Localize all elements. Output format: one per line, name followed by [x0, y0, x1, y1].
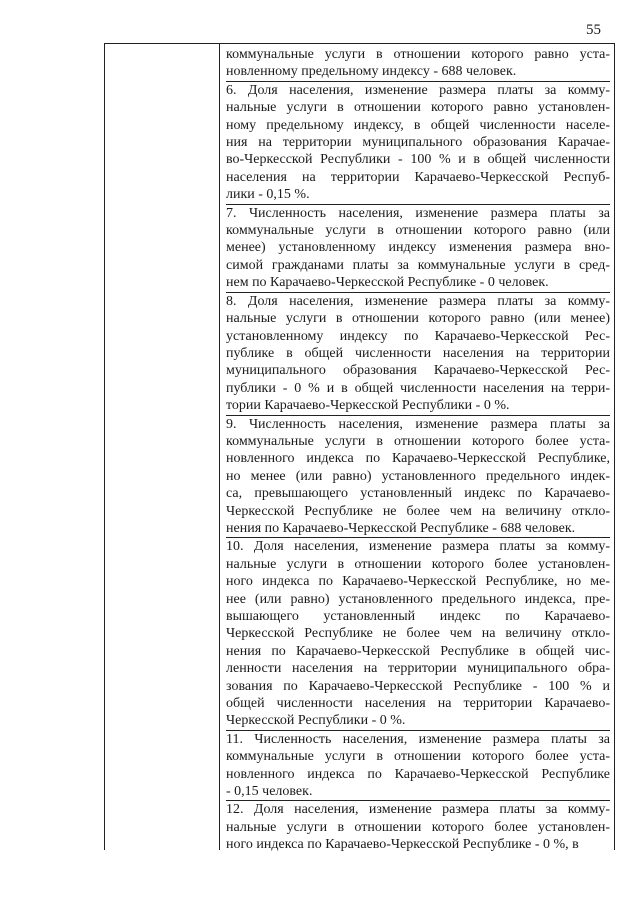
text-line: новленного индекса по Карачаево-Черкесской Республике: [226, 766, 610, 782]
text-line: менее) установленному индексу изменения размера вно-: [226, 240, 610, 256]
text-line: тории Карачаево-Черкесской Республики - 0 %.: [226, 398, 510, 414]
text-line: 11. Численность населения, изменение размера платы за: [226, 731, 610, 747]
paragraph-5: [226, 538, 610, 730]
text-line: установленному индексу по Карачаево-Черкесской Рес-: [226, 328, 610, 344]
text-line: 8. Доля населения, изменение размера платы за комму-: [226, 293, 610, 309]
text-line: 9. Численность населения, изменение размера платы за: [226, 416, 610, 432]
text-line: Черкесской Республики - 0 %.: [226, 713, 406, 729]
text-line: во-Черкесской Республики - 100 % и в общей численности: [226, 152, 610, 168]
text-line: нее (или равно) установленного предельного индекса, пре-: [226, 591, 610, 607]
document-table: [104, 43, 615, 853]
paragraph-1: [226, 82, 610, 205]
text-line: ному предельному индексу, в общей численности населе-: [226, 117, 610, 133]
text-line: общей численности населения на территории Карачаево-: [226, 696, 610, 712]
text-line: коммунальные услуги в отношении которого равно (или: [226, 223, 610, 239]
text-line: нальные услуги в отношении которого равно (или менее): [226, 311, 610, 327]
text-line: муниципального образования Карачаево-Черкесской Рес-: [226, 363, 610, 379]
paragraph-6: [226, 731, 610, 802]
text-line: коммунальные услуги в отношении которого равно уста-: [226, 47, 610, 62]
text-line: лики - 0,15 %.: [226, 187, 310, 203]
text-line: но менее (или равно) установленного предельного индек-: [226, 468, 610, 484]
text-line: нения по Карачаево-Черкесской Республике в общей чис-: [226, 643, 610, 659]
text-line: 12. Доля населения, изменение размера платы за комму-: [226, 802, 610, 818]
text-line: коммунальные услуги в отношении которого более уста-: [226, 749, 610, 765]
paragraph-3: [226, 293, 610, 416]
text-line: - 0,15 человек.: [226, 784, 313, 800]
paragraph-2: [226, 205, 610, 293]
text-line: новленному предельному индексу - 688 человек.: [226, 64, 517, 80]
text-line: 10. Доля населения, изменение размера платы за комму-: [226, 539, 610, 555]
text-line: нальные услуги в отношении которого более установлен-: [226, 819, 610, 835]
page-number: 55: [586, 22, 601, 38]
text-line: 6. Доля населения, изменение размера платы за комму-: [226, 82, 610, 98]
text-line: нальные услуги в отношении которого более установлен-: [226, 556, 610, 572]
text-line: 7. Численность населения, изменение размера платы за: [226, 205, 610, 221]
text-line: населения на территории Карачаево-Черкесской Респуб-: [226, 169, 610, 185]
text-line: нем по Карачаево-Черкесской Республике - 0 человек.: [226, 275, 549, 291]
paragraph-4: [226, 416, 610, 539]
text-cell: [226, 46, 610, 854]
column-divider: [219, 44, 220, 850]
text-line: са, превышающего установленный индекс по Карачаево-: [226, 486, 610, 502]
text-line: публики - 0 % и в общей численности населения на терри-: [226, 380, 610, 396]
text-line: симой гражданами платы за коммунальные услуги в сред-: [226, 257, 610, 273]
text-line: ленности населения на территории муниципального обра-: [226, 661, 610, 677]
text-line: коммунальные услуги в отношении которого более уста-: [226, 433, 610, 449]
text-line: нальные услуги в отношении которого равно установлен-: [226, 100, 610, 116]
text-line: ния на территории муниципального образования Карачае-: [226, 135, 610, 151]
text-line: вышающего установленный индекс по Карачаево-: [226, 609, 610, 624]
text-line: новленного индекса по Карачаево-Черкесской Республике,: [226, 451, 610, 467]
text-line: Черкесской Республике не более чем на величину откло-: [226, 503, 610, 519]
text-line: ного индекса по Карачаево-Черкесской Республике, но ме-: [226, 574, 610, 590]
paragraph-0: [226, 46, 610, 82]
text-line: Черкесской Республике не более чем на величину откло-: [226, 626, 610, 642]
text-line: ного индекса по Карачаево-Черкесской Республике - 0 %, в: [226, 837, 579, 853]
text-line: нения по Карачаево-Черкесской Республике - 688 человек.: [226, 520, 576, 536]
text-line: публике в общей численности населения на территории: [226, 345, 610, 361]
text-line: зования по Карачаево-Черкесской Республике - 100 % и: [226, 678, 610, 694]
paragraph-7: [226, 801, 610, 853]
